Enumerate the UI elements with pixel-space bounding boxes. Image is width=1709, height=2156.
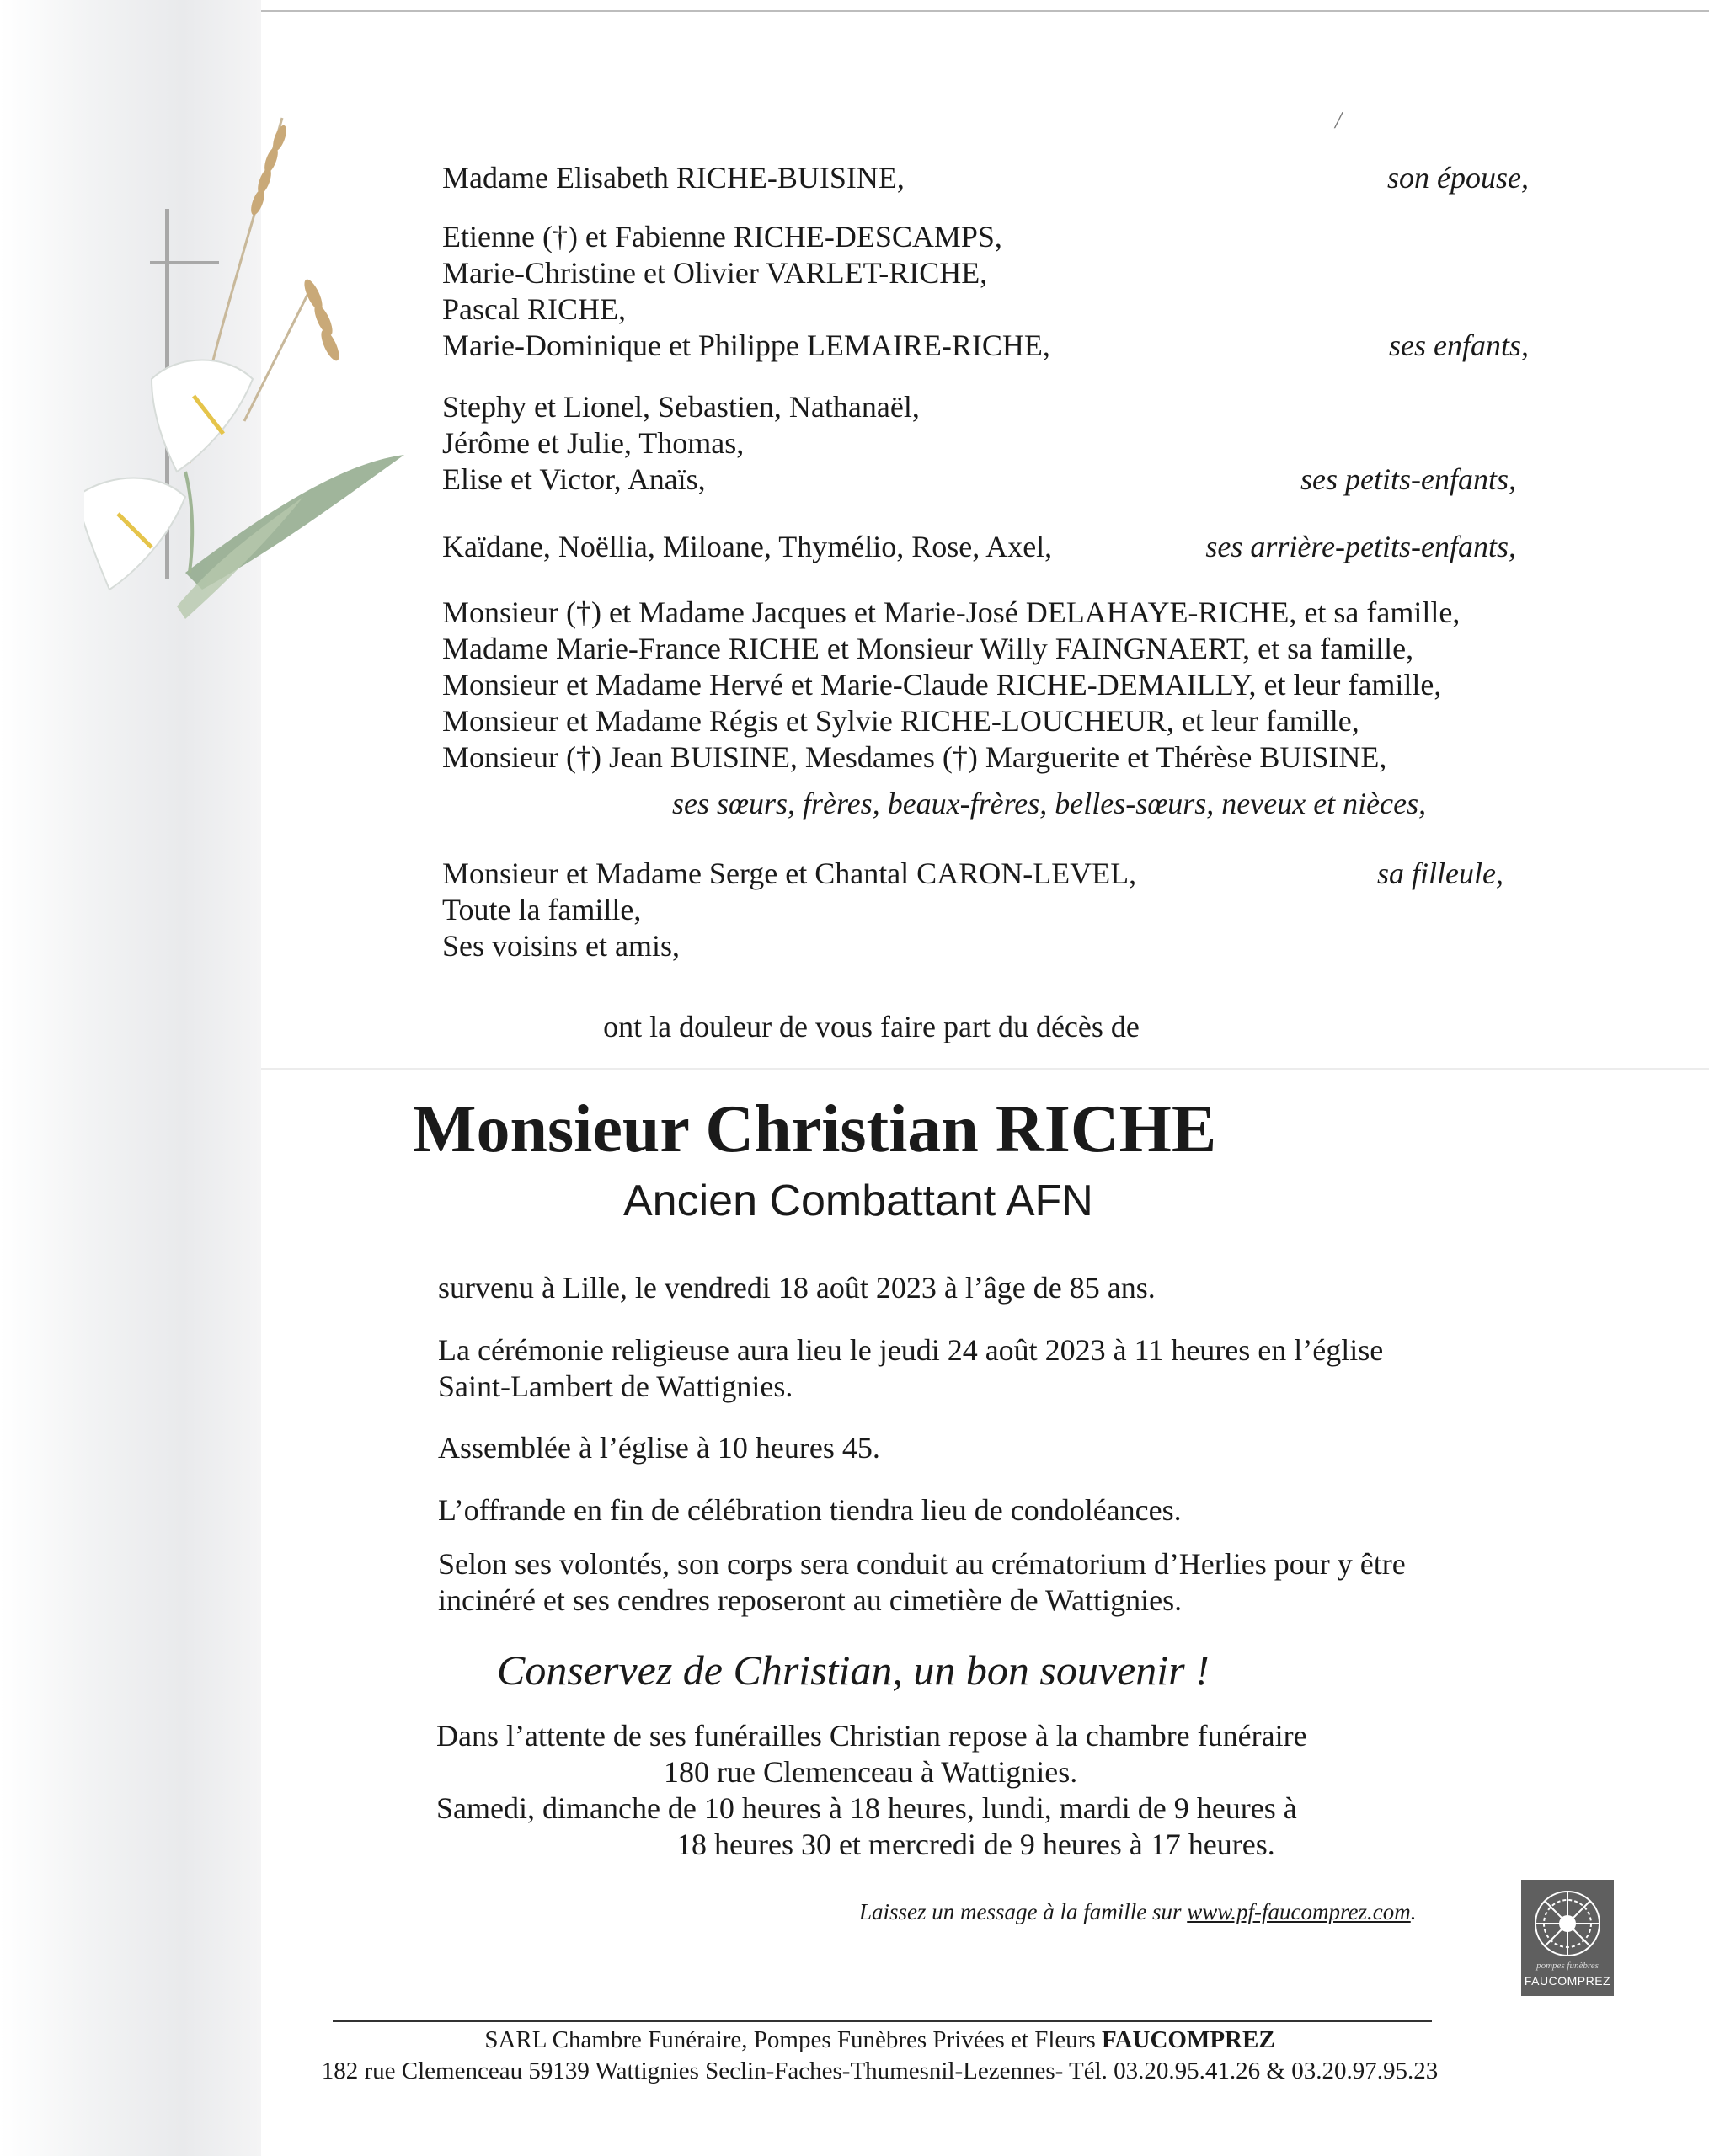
website-link[interactable]: www.pf-faucomprez.com [1187, 1899, 1411, 1924]
cross-lily-wheat-illustration [84, 101, 421, 640]
detail-line: Assemblée à l’église à 10 heures 45. [438, 1431, 880, 1465]
relation-label: ses enfants, [1389, 328, 1529, 362]
siblings-block [442, 595, 1529, 776]
family-name-line: Madame Elisabeth RICHE-BUISINE, [442, 161, 905, 195]
footer-company-text: SARL Chambre Funéraire, Pompes Funèbres Privées et Fleurs [484, 2026, 1102, 2053]
goddaughter-names [442, 856, 1503, 964]
detail-paragraph [438, 1270, 1533, 1306]
vigil-info [436, 1718, 1307, 1863]
handwritten-mark: / [1335, 108, 1342, 134]
detail-paragraph [438, 1546, 1533, 1619]
relation-label: ses petits-enfants, [1300, 462, 1516, 496]
detail-paragraph [438, 1492, 1533, 1529]
vigil-line: Dans l’attente de ses funérailles Christian repose à la chambre funéraire [436, 1719, 1307, 1753]
family-name-line: Elise et Victor, Anaïs, [442, 462, 706, 496]
detail-line: survenu à Lille, le vendredi 18 août 2023 à l’âge de 85 ans. [438, 1271, 1156, 1305]
family-name-line: Pascal RICHE, [442, 292, 626, 326]
spouse-names [442, 160, 1529, 196]
children-block [442, 219, 1529, 364]
logo-brand: FAUCOMPREZ [1524, 1974, 1611, 1988]
relation-label: ses arrière-petits-enfants, [1205, 530, 1516, 563]
detail-paragraph [438, 1430, 1533, 1466]
footer-company-line [0, 2026, 1709, 2054]
family-name-line: Marie-Dominique et Philippe LEMAIRE-RICHE, [442, 328, 1050, 362]
family-name-line: Madame Marie-France RICHE et Monsieur Willy FAINGNAERT, et sa famille, [442, 632, 1414, 665]
vigil-line: 180 rue Clemenceau à Wattignies. [664, 1755, 1078, 1789]
family-name-line: Toute la famille, [442, 893, 642, 926]
detail-line: Saint-Lambert de Wattignies. [438, 1369, 793, 1403]
grandchildren-block [442, 389, 1516, 498]
detail-line: incinéré et ses cendres reposeront au cimetière de Wattignies. [438, 1583, 1183, 1617]
family-name-line: Monsieur et Madame Serge et Chantal CARON-LEVEL, [442, 857, 1137, 890]
relation-label: sa filleule, [1377, 857, 1503, 890]
detail-line: L’offrande en fin de célébration tiendra lieu de condoléances. [438, 1493, 1182, 1527]
vigil-line: 18 heures 30 et mercredi de 9 heures à 17 heures. [676, 1828, 1275, 1861]
spouse-block [442, 160, 1529, 196]
family-name-line: Monsieur et Madame Hervé et Marie-Claude RICHE-DEMAILLY, et leur famille, [442, 668, 1442, 702]
faucomprez-logo [1521, 1880, 1614, 1996]
family-name-line: Stephy et Lionel, Sebastien, Nathanaël, [442, 390, 920, 424]
deceased-title: Ancien Combattant AFN [623, 1177, 1093, 1225]
vigil-line: Samedi, dimanche de 10 heures à 18 heures, lundi, mardi de 9 heures à [436, 1791, 1297, 1825]
family-name-line: Monsieur et Madame Régis et Sylvie RICHE-LOUCHEUR, et leur famille, [442, 704, 1359, 738]
goddaughter-block [442, 856, 1503, 964]
detail-paragraph [438, 1332, 1533, 1405]
children-names [442, 219, 1529, 364]
footer-brand: FAUCOMPREZ [1102, 2026, 1275, 2053]
family-name-line: Monsieur (†) et Madame Jacques et Marie-José DELAHAYE-RICHE, et sa famille, [442, 595, 1461, 629]
great-grandchildren-block [442, 529, 1516, 565]
family-name-line: Monsieur (†) Jean BUISINE, Mesdames (†) Marguerite et Thérèse BUISINE, [442, 740, 1387, 774]
detail-line: La cérémonie religieuse aura lieu le jeudi 24 août 2023 à 11 heures en l’église [438, 1333, 1384, 1367]
family-name-line: Ses voisins et amis, [442, 929, 681, 963]
relation-label: son épouse, [1387, 161, 1529, 195]
siblings-names [442, 595, 1529, 776]
announcement-text: ont la douleur de vous faire part du décès de [603, 1010, 1140, 1043]
family-name-line: Marie-Christine et Olivier VARLET-RICHE, [442, 256, 988, 290]
footer-divider [333, 2020, 1432, 2022]
family-name-line: Jérôme et Julie, Thomas, [442, 426, 745, 460]
footer-address-line: 182 rue Clemenceau 59139 Wattignies Seclin-Faches-Thumesnil-Lezennes- Tél. 03.20.95.41.26 & 03.20.97.95.23 [321, 2057, 1439, 2084]
siblings-relation-label: ses sœurs, frères, beaux-frères, belles-sœurs, neveux et nièces, [672, 787, 1427, 820]
motto-text: Conservez de Christian, un bon souvenir ! [497, 1646, 1210, 1694]
family-name-line: Etienne (†) et Fabienne RICHE-DESCAMPS, [442, 220, 1002, 253]
online-message-note [859, 1899, 1417, 1925]
deceased-name: Monsieur Christian RICHE [413, 1092, 1217, 1166]
message-end: . [1410, 1899, 1417, 1924]
detail-line: Selon ses volontés, son corps sera conduit au crématorium d’Herlies pour y être [438, 1547, 1406, 1581]
logo-caption: pompes funèbres [1536, 1961, 1599, 1971]
rosette-icon [1530, 1886, 1605, 1961]
message-text: Laissez un message à la famille sur [859, 1899, 1188, 1924]
family-name-line: Kaïdane, Noëllia, Miloane, Thymélio, Rose, Axel, [442, 530, 1053, 563]
